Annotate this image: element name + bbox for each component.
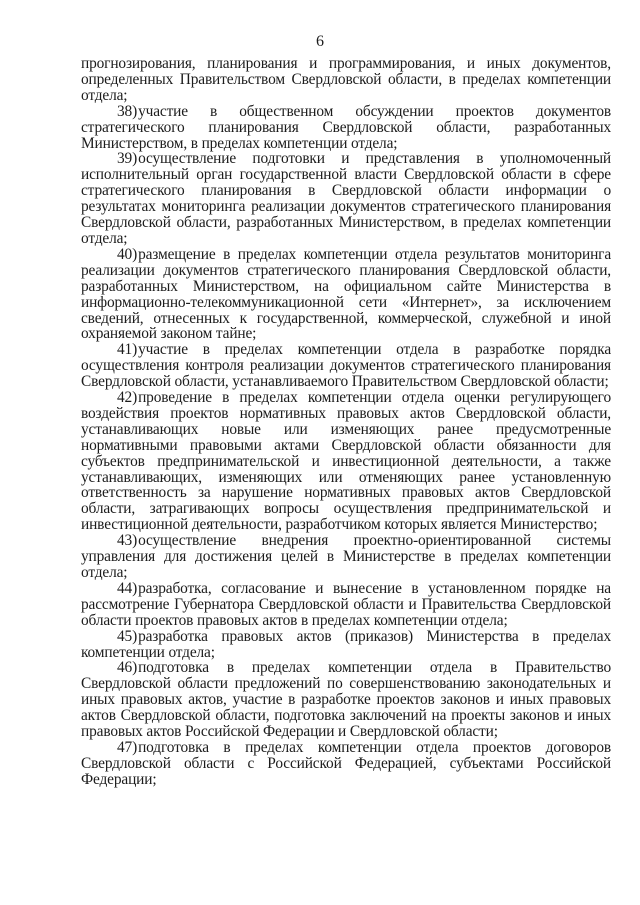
list-item-38 (81, 104, 611, 152)
list-item-47 (81, 740, 611, 788)
item-number: 45) (117, 627, 138, 645)
item-number: 47) (117, 738, 138, 756)
item-text: осуществление подготовки и представления в уполномоченный исполнительный орган государственной власти Свердловской области в сфере стратегического планирования в Свердловской области информации о результатах мониторинга реализации документов стратегического планирования Свердловской области, разработанных Министерством, в пределах компетенции отдела; (81, 150, 611, 247)
item-text: участие в пределах компетенции отдела в разработке порядка осуществления контроля реализации документов стратегического планирования Свердловской области, устанавливаемого Правительством Свердловской области; (81, 341, 611, 391)
item-number: 40) (117, 245, 138, 263)
list-item-43 (81, 533, 611, 581)
list-item-46 (81, 660, 611, 740)
item-text: проведение в пределах компетенции отдела оценки регулирующего воздействия проектов нормативных правовых актов Свердловской области, устанавливающих новые или изменяющих ранее предусмотренные нормативными правовыми актами Свердловской области обязанности для субъектов предпринимательской и инвестиционной деятельности, а также устанавливающих, изменяющих или отменяющих ранее установленную ответственность за нарушение нормативных правовых актов Свердловской области, затрагивающих вопросы осуществления предпринимательской и инвестиционной деятельности, разработчиком которых является Министерство; (81, 389, 611, 534)
list-item-40 (81, 247, 611, 342)
list-item-42 (81, 390, 611, 533)
item-number: 41) (117, 341, 138, 359)
page-number: 6 (316, 33, 324, 50)
item-text: подготовка в пределах компетенции отдела проектов договоров Свердловской области с Российской Федерацией, субъектами Российской Федерации; (81, 738, 611, 788)
list-item-44 (81, 581, 611, 629)
paragraph-text: прогнозирования, планирования и программирования, и иных документов, определенных Правительством Свердловской области, в пределах компетенции отдела; (81, 55, 611, 104)
list-item-39 (81, 151, 611, 246)
item-number: 39) (117, 150, 138, 168)
list-item-41 (81, 342, 611, 390)
item-number: 42) (117, 389, 138, 407)
item-text: разработка, согласование и вынесение в установленном порядке на рассмотрение Губернатора Свердловской области и Правительства Свердловской области проектов правовых актов в пределах компетенции отдела; (81, 579, 611, 629)
item-number: 43) (117, 532, 138, 550)
item-text: разработка правовых актов (приказов) Министерства в пределах компетенции отдела; (81, 627, 611, 661)
item-number: 46) (117, 659, 138, 677)
list-item-45 (81, 629, 611, 661)
paragraph-continuation (81, 56, 611, 104)
item-number: 44) (117, 579, 138, 597)
item-number: 38) (117, 102, 138, 120)
item-text: размещение в пределах компетенции отдела результатов мониторинга реализации документов стратегического планирования Свердловской области, разработанных Министерством, на официальном сайте Министерства в информационно-телекоммуникационной сети «Интернет», за исключением сведений, отнесенных к государственной, коммерческой, служебной и иной охраняемой законом тайне; (81, 245, 611, 343)
item-text: участие в общественном обсуждении проектов документов стратегического планирования Свердловской области, разработанных Министерством, в пределах компетенции отдела; (81, 102, 611, 152)
item-text: подготовка в пределах компетенции отдела в Правительство Свердловской области предложений по совершенствованию законодательных и иных правовых актов, участие в разработке проектов законов и иных правовых актов Свердловской области, подготовка заключений на проекты законов и иных правовых актов Российской Федерации и Свердловской области; (81, 659, 611, 741)
item-text: осуществление внедрения проектно-ориентированной системы управления для достижения целей в Министерстве в пределах компетенции отдела; (81, 532, 611, 581)
document-body (81, 56, 611, 788)
